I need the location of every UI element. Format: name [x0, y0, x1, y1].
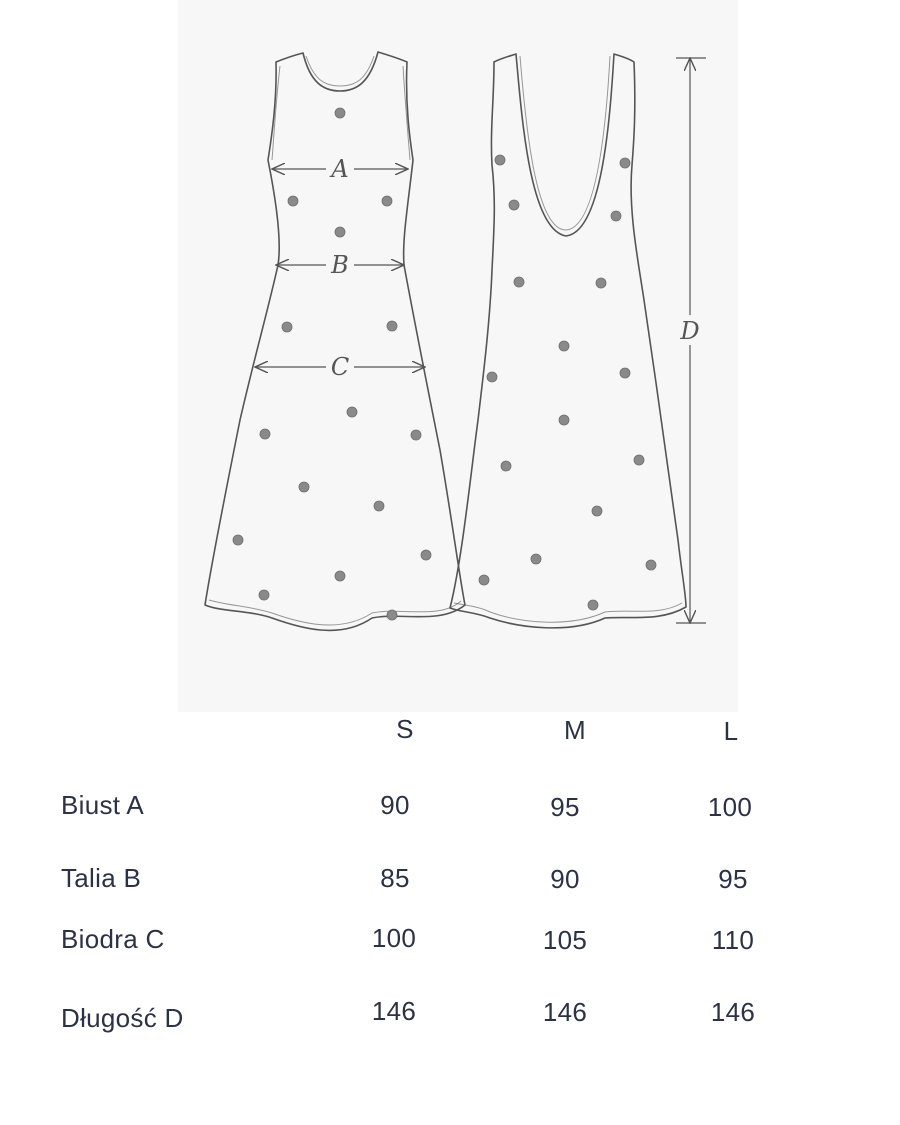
bust-l-value: 100 [707, 792, 753, 822]
measure-label-b: B [331, 251, 349, 279]
row-label-waist: Talia B [61, 863, 142, 893]
hips-m-value: 105 [542, 925, 588, 955]
length-s-value: 146 [371, 996, 417, 1026]
hips-l-value: 110 [711, 925, 755, 955]
waist-l-value: 95 [718, 864, 748, 894]
bust-m-value: 95 [550, 792, 580, 822]
row-label-bust: Biust A [61, 790, 145, 820]
size-header-s: S [396, 714, 414, 744]
measure-label-a: A [331, 155, 349, 183]
hips-s-value: 100 [371, 923, 417, 953]
measure-label-c: C [330, 353, 350, 381]
size-header-l: L [723, 716, 739, 746]
measure-label-d: D [680, 317, 700, 345]
length-m-value: 146 [542, 997, 588, 1027]
waist-m-value: 90 [550, 864, 580, 894]
waist-s-value: 85 [380, 863, 410, 893]
row-label-hips: Biodra C [61, 924, 165, 954]
row-label-length: Długość D [61, 1003, 184, 1033]
bust-s-value: 90 [380, 790, 410, 820]
size-header-m: M [564, 715, 586, 745]
length-l-value: 146 [710, 997, 756, 1027]
